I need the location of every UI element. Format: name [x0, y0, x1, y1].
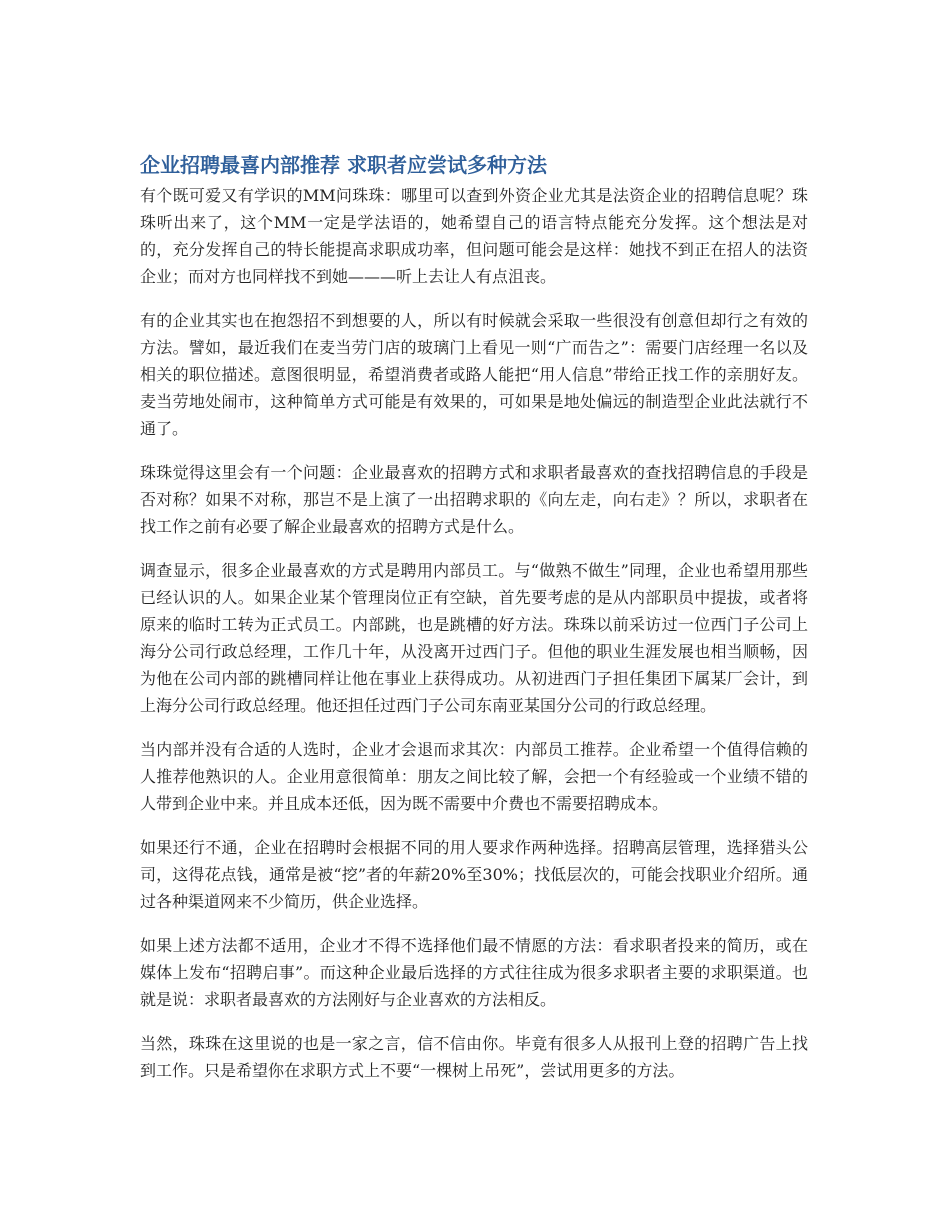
- paragraph-4: 调查显示，很多企业最喜欢的方式是聘用内部员工。与“做熟不做生”同理，企业也希望用那些已经认识的人。如果企业某个管理岗位正有空缺，首先要考虑的是从内部职员中提拔，或者将原来的临时工转为正式员工。内部跳，也是跳槽的好方法。珠珠以前采访过一位西门子公司上海分公司行政总经理，工作几十年，从没离开过西门子。但他的职业生涯发展也相当顺畅，因为他在公司内部的跳槽同样让他在事业上获得成功。从初进西门子担任集团下属某厂会计，到上海分公司行政总经理。他还担任过西门子公司东南亚某国分公司的行政总经理。: [140, 561, 808, 715]
- paragraph-2: 有的企业其实也在抱怨招不到想要的人，所以有时候就会采取一些很没有创意但却行之有效的方法。譬如，最近我们在麦当劳门店的玻璃门上看见一则“广而告之”：需要门店经理一名以及相关的职位描述。意图很明显，希望消费者或路人能把“用人信息”带给正找工作的亲朋好友。麦当劳地处闹市，这种简单方式可能是有效果的，可如果是地处偏远的制造型企业此法就行不通了。: [140, 311, 808, 438]
- paragraph-5: 当内部并没有合适的人选时，企业才会退而求其次：内部员工推荐。企业希望一个值得信赖的人推荐他熟识的人。企业用意很简单：朋友之间比较了解，会把一个有经验或一个业绩不错的人带到企业中来。并且成本还低，因为既不需要中介费也不需要招聘成本。: [140, 740, 808, 813]
- paragraph-8: 当然，珠珠在这里说的也是一家之言，信不信由你。毕竟有很多人从报刊上登的招聘广告上找到工作。只是希望你在求职方式上不要“一棵树上吊死”，尝试用更多的方法。: [140, 1034, 808, 1080]
- article-title: 企业招聘最喜内部推荐 求职者应尝试多种方法: [140, 153, 547, 177]
- paragraph-1: 有个既可爱又有学识的MM问珠珠：哪里可以查到外资企业尤其是法资企业的招聘信息呢？珠珠听出来了，这个MM一定是学法语的，她希望自己的语言特点能充分发挥。这个想法是对的，充分发挥自己的特长能提高求职成功率，但问题可能会是这样：她找不到正在招人的法资企业；而对方也同样找不到她———听上去让人有点沮丧。: [140, 186, 808, 286]
- document-page: [140, 150, 808, 1101]
- paragraph-3: 珠珠觉得这里会有一个问题：企业最喜欢的招聘方式和求职者最喜欢的查找招聘信息的手段是否对称？如果不对称，那岂不是上演了一出招聘求职的《向左走，向右走》？所以，求职者在找工作之前有必要了解企业最喜欢的招聘方式是什么。: [140, 463, 808, 536]
- paragraph-7: 如果上述方法都不适用，企业才不得不选择他们最不情愿的方法：看求职者投来的简历，或在媒体上发布“招聘启事”。而这种企业最后选择的方式往往成为很多求职者主要的求职渠道。也就是说：求职者最喜欢的方法刚好与企业喜欢的方法相反。: [140, 936, 808, 1009]
- paragraph-6: 如果还行不通，企业在招聘时会根据不同的用人要求作两种选择。招聘高层管理，选择猎头公司，这得花点钱，通常是被“挖”者的年薪20%至30%；找低层次的，可能会找职业介绍所。通过各种渠道网来不少简历，供企业选择。: [140, 838, 808, 911]
